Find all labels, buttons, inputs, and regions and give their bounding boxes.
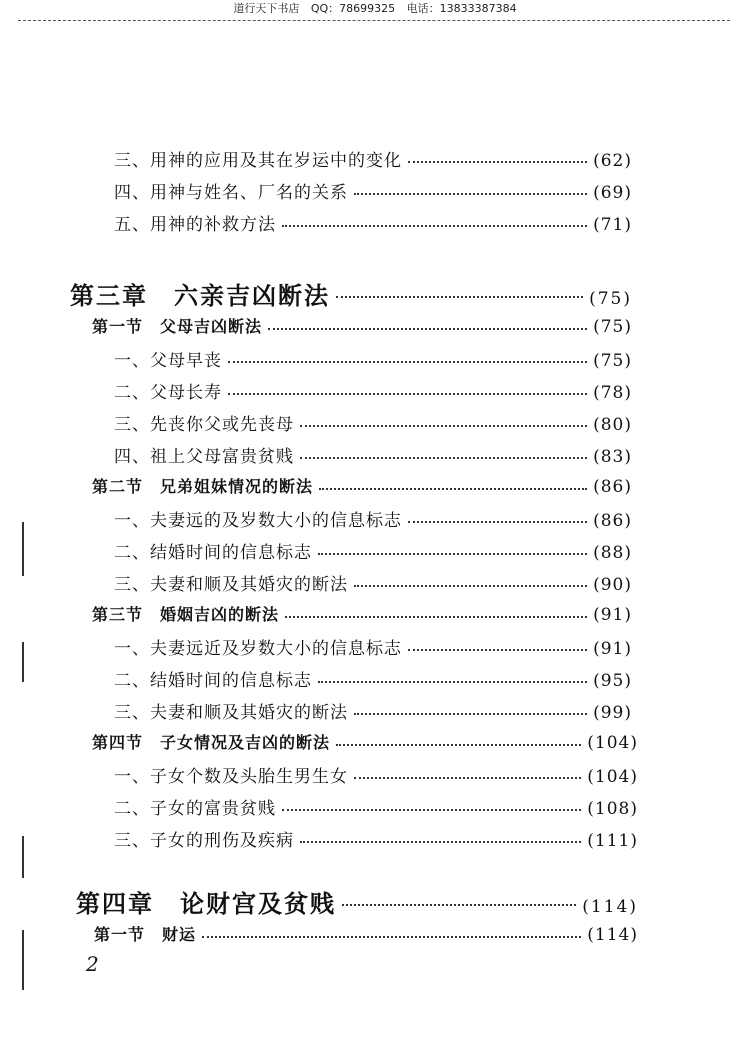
toc-item <box>114 210 632 235</box>
leader-dots <box>342 904 576 906</box>
toc-item-page: (71) <box>593 215 632 235</box>
toc-item-title: 二、子女的富贵贫贱 <box>114 799 276 819</box>
toc-item-page: (80) <box>593 415 632 435</box>
leader-dots <box>408 649 587 651</box>
toc-chapter-title: 第四章 论财宫及贫贱 <box>76 889 336 918</box>
toc-item <box>114 698 632 723</box>
toc-item <box>114 506 632 531</box>
scan-margin-mark <box>22 930 24 990</box>
leader-dots <box>228 361 587 363</box>
leader-dots <box>318 681 587 683</box>
toc-item-title: 三、先丧你父或先丧母 <box>114 415 294 435</box>
toc-item <box>114 410 632 435</box>
toc-item-page: (108) <box>587 799 638 819</box>
page-number: 2 <box>86 952 99 976</box>
toc-chapter-page: (114) <box>582 897 638 917</box>
toc-item <box>114 826 638 851</box>
leader-dots <box>354 777 581 779</box>
toc-item-page: (78) <box>593 383 632 403</box>
toc-item <box>114 634 632 659</box>
toc-item-title: 三、用神的应用及其在岁运中的变化 <box>114 151 402 171</box>
toc-item-title: 二、父母长寿 <box>114 383 222 403</box>
leader-dots <box>300 425 587 427</box>
shop-name: 道行天下书店 <box>233 2 300 15</box>
toc-section-title: 第三节 婚姻吉凶的断法 <box>92 605 280 624</box>
toc-item <box>114 178 632 203</box>
leader-dots <box>336 744 581 746</box>
toc-section <box>94 922 638 945</box>
leader-dots <box>202 936 581 938</box>
toc-chapter-page: (75) <box>589 289 632 309</box>
leader-dots <box>300 841 581 843</box>
toc-item-page: (91) <box>593 639 632 659</box>
toc-item-page: (83) <box>593 447 632 467</box>
toc-item <box>114 762 638 787</box>
scan-margin-mark <box>22 836 24 878</box>
toc-section-title: 第二节 兄弟姐妹情况的断法 <box>92 477 314 496</box>
toc-item-page: (104) <box>587 767 638 787</box>
toc-chapter <box>70 276 632 311</box>
toc-item <box>114 570 632 595</box>
toc-item-page: (62) <box>593 151 632 171</box>
leader-dots <box>268 328 587 330</box>
toc-section-page: (86) <box>593 477 632 497</box>
toc-item <box>114 378 632 403</box>
toc-chapter <box>76 884 638 919</box>
leader-dots <box>282 809 581 811</box>
toc-section <box>92 314 632 337</box>
leader-dots <box>319 488 587 490</box>
toc-item-page: (88) <box>593 543 632 563</box>
toc-section-page: (91) <box>593 605 632 625</box>
toc-item-title: 五、用神的补救方法 <box>114 215 276 235</box>
phone-number: 电话：13833387384 <box>406 2 517 15</box>
toc-section <box>92 602 632 625</box>
toc-item-title: 三、夫妻和顺及其婚灾的断法 <box>114 575 348 595</box>
toc-item-page: (86) <box>593 511 632 531</box>
toc-item <box>114 346 632 371</box>
qq-number: QQ：78699325 <box>310 2 396 15</box>
toc-item-title: 四、祖上父母富贵贫贱 <box>114 447 294 467</box>
toc-item-title: 一、子女个数及头胎生男生女 <box>114 767 348 787</box>
leader-dots <box>282 225 587 227</box>
leader-dots <box>336 296 583 298</box>
toc-item-page: (99) <box>593 703 632 723</box>
leader-dots <box>408 521 587 523</box>
toc-section-title: 第四节 子女情况及吉凶的断法 <box>92 733 331 752</box>
toc-section-title: 第一节 财运 <box>94 925 197 944</box>
toc-section-page: (75) <box>593 317 632 337</box>
toc-item <box>114 146 632 171</box>
toc-section-page: (104) <box>587 733 638 753</box>
toc-item-title: 二、结婚时间的信息标志 <box>114 543 312 563</box>
toc-item-title: 三、夫妻和顺及其婚灾的断法 <box>114 703 348 723</box>
toc-item-title: 一、夫妻远近及岁数大小的信息标志 <box>114 639 402 659</box>
leader-dots <box>354 713 587 715</box>
toc-item-title: 一、父母早丧 <box>114 351 222 371</box>
leader-dots <box>354 585 587 587</box>
leader-dots <box>354 193 587 195</box>
toc-item-page: (90) <box>593 575 632 595</box>
toc-item <box>114 442 632 467</box>
leader-dots <box>408 161 587 163</box>
toc-item-page: (75) <box>593 351 632 371</box>
toc-item <box>114 794 638 819</box>
toc-item-title: 四、用神与姓名、厂名的关系 <box>114 183 348 203</box>
toc-item <box>114 666 632 691</box>
toc-section-title: 第一节 父母吉凶断法 <box>92 317 263 336</box>
toc-item-title: 二、结婚时间的信息标志 <box>114 671 312 691</box>
toc-item-page: (111) <box>587 831 638 851</box>
leader-dots <box>300 457 587 459</box>
leader-dots <box>285 616 587 618</box>
toc-item <box>114 538 632 563</box>
toc-chapter-title: 第三章 六亲吉凶断法 <box>70 281 330 310</box>
leader-dots <box>318 553 587 555</box>
scan-margin-mark <box>22 642 24 682</box>
toc-section <box>92 730 638 753</box>
leader-dots <box>228 393 587 395</box>
toc-item-title: 三、子女的刑伤及疾病 <box>114 831 294 851</box>
scan-margin-mark <box>22 522 24 576</box>
toc-item-title: 一、夫妻远的及岁数大小的信息标志 <box>114 511 402 531</box>
toc-item-page: (69) <box>593 183 632 203</box>
toc-section-page: (114) <box>587 925 638 945</box>
toc-item-page: (95) <box>593 671 632 691</box>
toc-section <box>92 474 632 497</box>
